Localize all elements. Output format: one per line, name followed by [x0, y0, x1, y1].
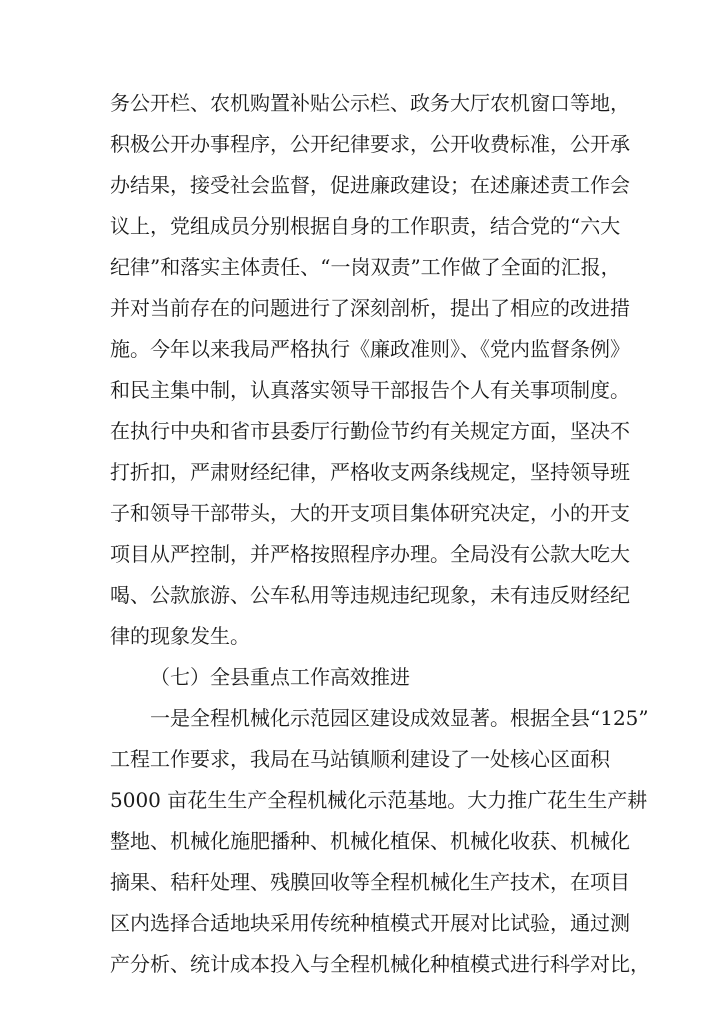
body-line: 积极公开办事程序，公开纪律要求，公开收费标准，公开承 — [110, 132, 630, 156]
body-line: 在执行中央和省市县委厅行勤俭节约有关规定方面，坚决不 — [110, 419, 630, 443]
body-line: 区内选择合适地块采用传统种植模式开展对比试验，通过测 — [110, 911, 630, 935]
body-line: 喝、公款旅游、公车私用等违规违纪现象，未有违反财经纪 — [110, 583, 630, 607]
body-line: 子和领导干部带头，大的开支项目集体研究决定，小的开支 — [110, 501, 630, 525]
body-line: 和民主集中制，认真落实领导干部报告个人有关事项制度。 — [110, 378, 630, 402]
body-line: 纪律”和落实主体责任、“一岗双责”工作做了全面的汇报， — [110, 255, 621, 279]
body-line: 项目从严控制，并严格按照程序办理。全局没有公款大吃大 — [110, 542, 630, 566]
body-line: 并对当前存在的问题进行了深刻剖析，提出了相应的改进措 — [110, 296, 630, 320]
section-heading: （七）全县重点工作高效推进 — [150, 665, 410, 689]
body-line: 务公开栏、农机购置补贴公示栏、政务大厅农机窗口等地， — [110, 91, 630, 115]
body-line: 产分析、统计成本投入与全程机械化种植模式进行科学对比， — [110, 952, 650, 976]
body-line: 5000 亩花生生产全程机械化示范基地。大力推广花生生产耕 — [110, 788, 648, 812]
body-line: 摘果、秸秆处理、残膜回收等全程机械化生产技术，在项目 — [110, 870, 630, 894]
body-line: 一是全程机械化示范园区建设成效显著。根据全县“125” — [150, 706, 649, 730]
body-line: 整地、机械化施肥播种、机械化植保、机械化收获、机械化 — [110, 829, 630, 853]
body-line: 工程工作要求，我局在马站镇顺利建设了一处核心区面积 — [110, 747, 610, 771]
body-line: 打折扣，严肃财经纪律，严格收支两条线规定，坚持领导班 — [110, 460, 630, 484]
body-line: 施。今年以来我局严格执行《廉政准则》、《党内监督条例》 — [110, 337, 630, 361]
body-line: 律的现象发生。 — [110, 624, 250, 648]
body-line: 办结果，接受社会监督，促进廉政建设；在述廉述责工作会 — [110, 173, 630, 197]
body-line: 议上，党组成员分别根据自身的工作职责，结合党的“六大 — [110, 214, 621, 238]
